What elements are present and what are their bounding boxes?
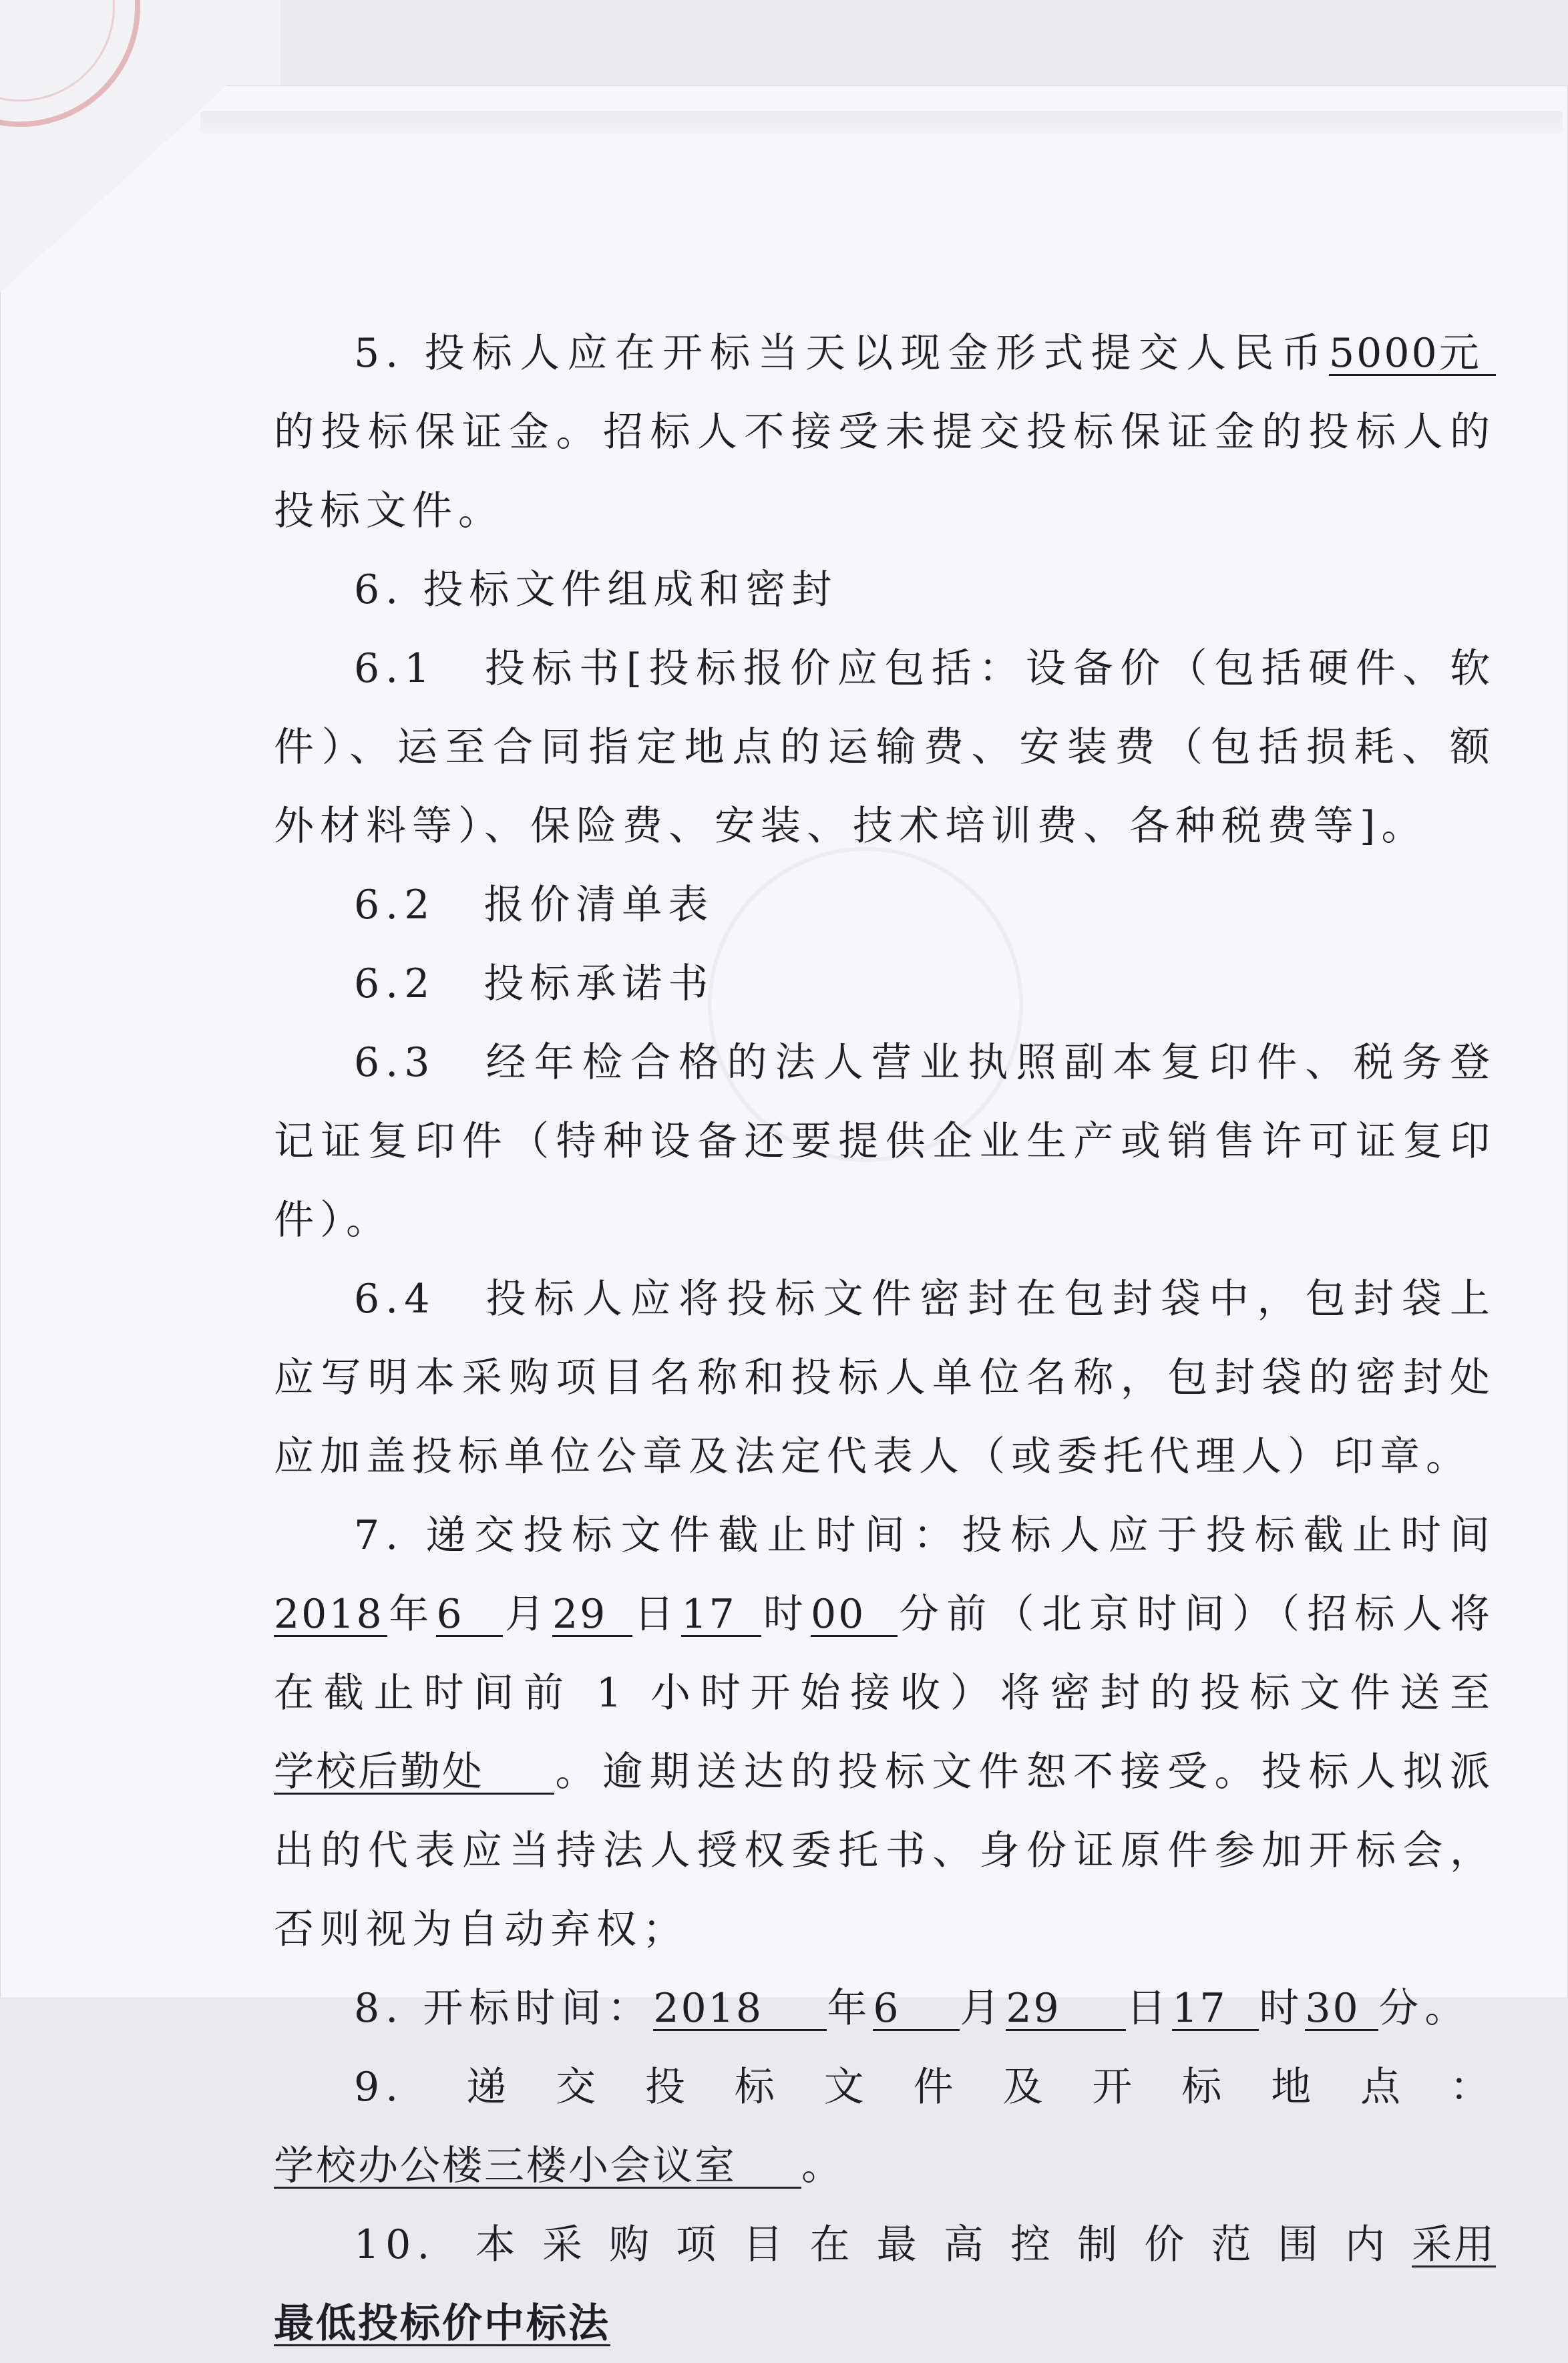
p9-suffix: 。 [801,2143,847,2189]
p8-hour-unit: 时 [1259,1985,1306,2032]
opening-year: 2018 [653,1988,827,2031]
paragraph-10 [274,2205,1496,2363]
p6-3-num: 6.3 [354,1039,436,1086]
p8-prefix: 8. 开标时间： [354,1985,654,2032]
p7-day-unit: 日 [632,1591,682,1638]
paragraph-6-4 [274,1260,1496,1496]
p6-4-num: 6.4 [354,1276,436,1322]
p6-2a-text: 报价清单表 [483,882,715,928]
deadline-hour: 17 [681,1594,761,1637]
opening-month: 6 [873,1988,960,2031]
deadline-minute: 00 [811,1594,898,1637]
award-method: 最低投标价中标法 [274,2300,610,2347]
paragraph-6-2a [274,866,1496,944]
deadline-year: 2018 [274,1594,387,1637]
p7-suffix: 。逾期送达的投标文件恕不接受。投标人拟派出的代表应当持法人授权委托书、身份证原件参加开标会，否则视为自动弃权； [274,1749,1496,1953]
paragraph-6-3 [274,1023,1496,1260]
paragraph-9 [274,2048,1496,2205]
p6-2b-num: 6.2 [354,960,436,1007]
paragraph-6-1 [274,629,1496,866]
paragraph-5 [274,314,1496,550]
p6-1-num: 6.1 [354,645,436,692]
p8-year-unit: 年 [827,1985,873,2032]
p7-hour-unit: 时 [761,1591,811,1638]
p6-3-text: 经年检合格的法人营业执照副本复印件、税务登记证复印件（特种设备还要提供企业生产或销售许可证复印件）。 [274,1039,1496,1244]
p9-prefix: 9. 递交投标文件及开标地点： [354,2064,1496,2111]
paragraph-8 [274,1969,1496,2048]
red-seal-fragment [0,0,140,127]
deadline-day: 29 [552,1594,632,1637]
p6-2a-num: 6.2 [354,882,436,928]
opening-hour: 17 [1172,1988,1259,2031]
paragraph-6-2b [274,944,1496,1023]
opening-place: 学校办公楼三楼小会议室 [274,2145,801,2189]
bleed-through-line [200,111,1563,134]
award-method-label: 采用 [1412,2221,1496,2268]
p8-month-unit: 月 [960,1985,1006,2032]
p7-month-unit: 月 [503,1591,552,1638]
p6-heading: 6. 投标文件组成和密封 [354,566,838,613]
opening-day: 29 [1006,1988,1126,2031]
p7-prefix: 7. 递交投标文件截止时间：投标人应于投标截止时间 [354,1512,1496,1559]
p5-suffix: 的投标保证金。招标人不接受未提交投标保证金的投标人的投标文件。 [274,409,1496,534]
p10-prefix: 10. 本采购项目在最高控制价范围内 [354,2221,1412,2268]
p5-prefix: 5. 投标人应在开标当天以现金形式提交人民币 [354,330,1329,377]
opening-minute: 30 [1305,1988,1378,2031]
p8-suffix: 分。 [1378,1985,1471,2032]
p6-1-text: 投标书[投标报价应包括：设备价（包括硬件、软件）、运至合同指定地点的运输费、安装费（包括损耗、额外材料等）、保险费、安装、技术培训费、各种税费等]。 [274,645,1496,850]
deadline-month: 6 [436,1594,503,1637]
p8-day-unit: 日 [1126,1985,1173,2032]
p6-2b-text: 投标承诺书 [483,960,715,1007]
deposit-amount: 5000元 [1329,333,1496,376]
document-body [274,314,1496,2363]
paragraph-7 [274,1496,1496,1969]
paragraph-6-heading [274,550,1496,629]
p7-year-unit: 年 [387,1591,437,1638]
delivery-place: 学校后勤处 [274,1751,554,1795]
p7-mid: 分前（北京时间）（招标人将在截止时间前 1 小时开始接收）将密封的投标文件送至 [274,1591,1497,1716]
p6-4-text: 投标人应将投标文件密封在包封袋中，包封袋上应写明本采购项目名称和投标人单位名称，包封袋的密封处应加盖投标单位公章及法定代表人（或委托代理人）印章。 [274,1276,1496,1480]
